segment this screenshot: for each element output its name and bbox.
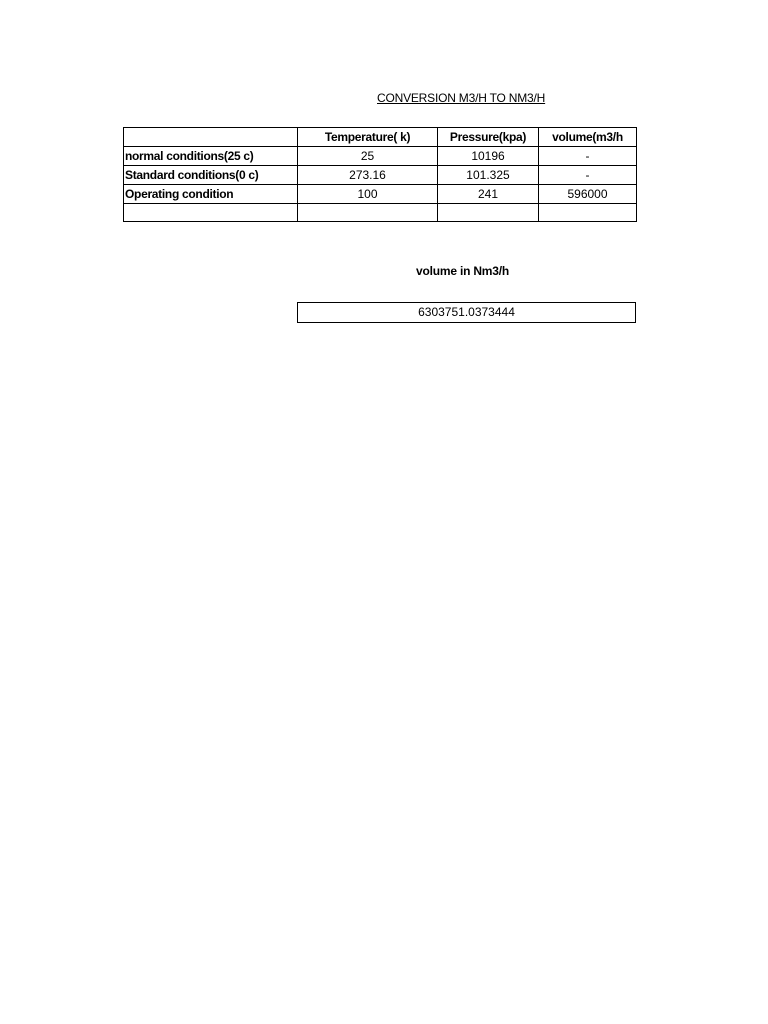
table-row — [124, 204, 637, 222]
row-label: Operating condition — [124, 185, 298, 204]
result-label: volume in Nm3/h — [416, 264, 510, 278]
cell-pressure — [438, 204, 539, 222]
header-label-cell — [124, 128, 298, 147]
header-pressure: Pressure(kpa) — [438, 128, 539, 147]
cell-temperature: 25 — [298, 147, 438, 166]
cell-temperature — [298, 204, 438, 222]
row-label — [124, 204, 298, 222]
result-value: 6303751.0373444 — [297, 302, 636, 323]
cell-pressure: 241 — [438, 185, 539, 204]
cell-temperature: 273.16 — [298, 166, 438, 185]
cell-volume: - — [539, 166, 637, 185]
cell-volume — [539, 204, 637, 222]
cell-volume: - — [539, 147, 637, 166]
cell-pressure: 101.325 — [438, 166, 539, 185]
table-row — [124, 166, 637, 185]
conversion-table — [123, 127, 637, 222]
page-title: CONVERSION M3/H TO NM3/H — [377, 91, 546, 105]
table-header-row — [124, 128, 637, 147]
cell-temperature: 100 — [298, 185, 438, 204]
cell-pressure: 10196 — [438, 147, 539, 166]
cell-volume: 596000 — [539, 185, 637, 204]
table-row — [124, 185, 637, 204]
row-label: Standard conditions(0 c) — [124, 166, 298, 185]
header-volume: volume(m3/h — [539, 128, 637, 147]
header-temperature: Temperature( k) — [298, 128, 438, 147]
table-row — [124, 147, 637, 166]
row-label: normal conditions(25 c) — [124, 147, 298, 166]
